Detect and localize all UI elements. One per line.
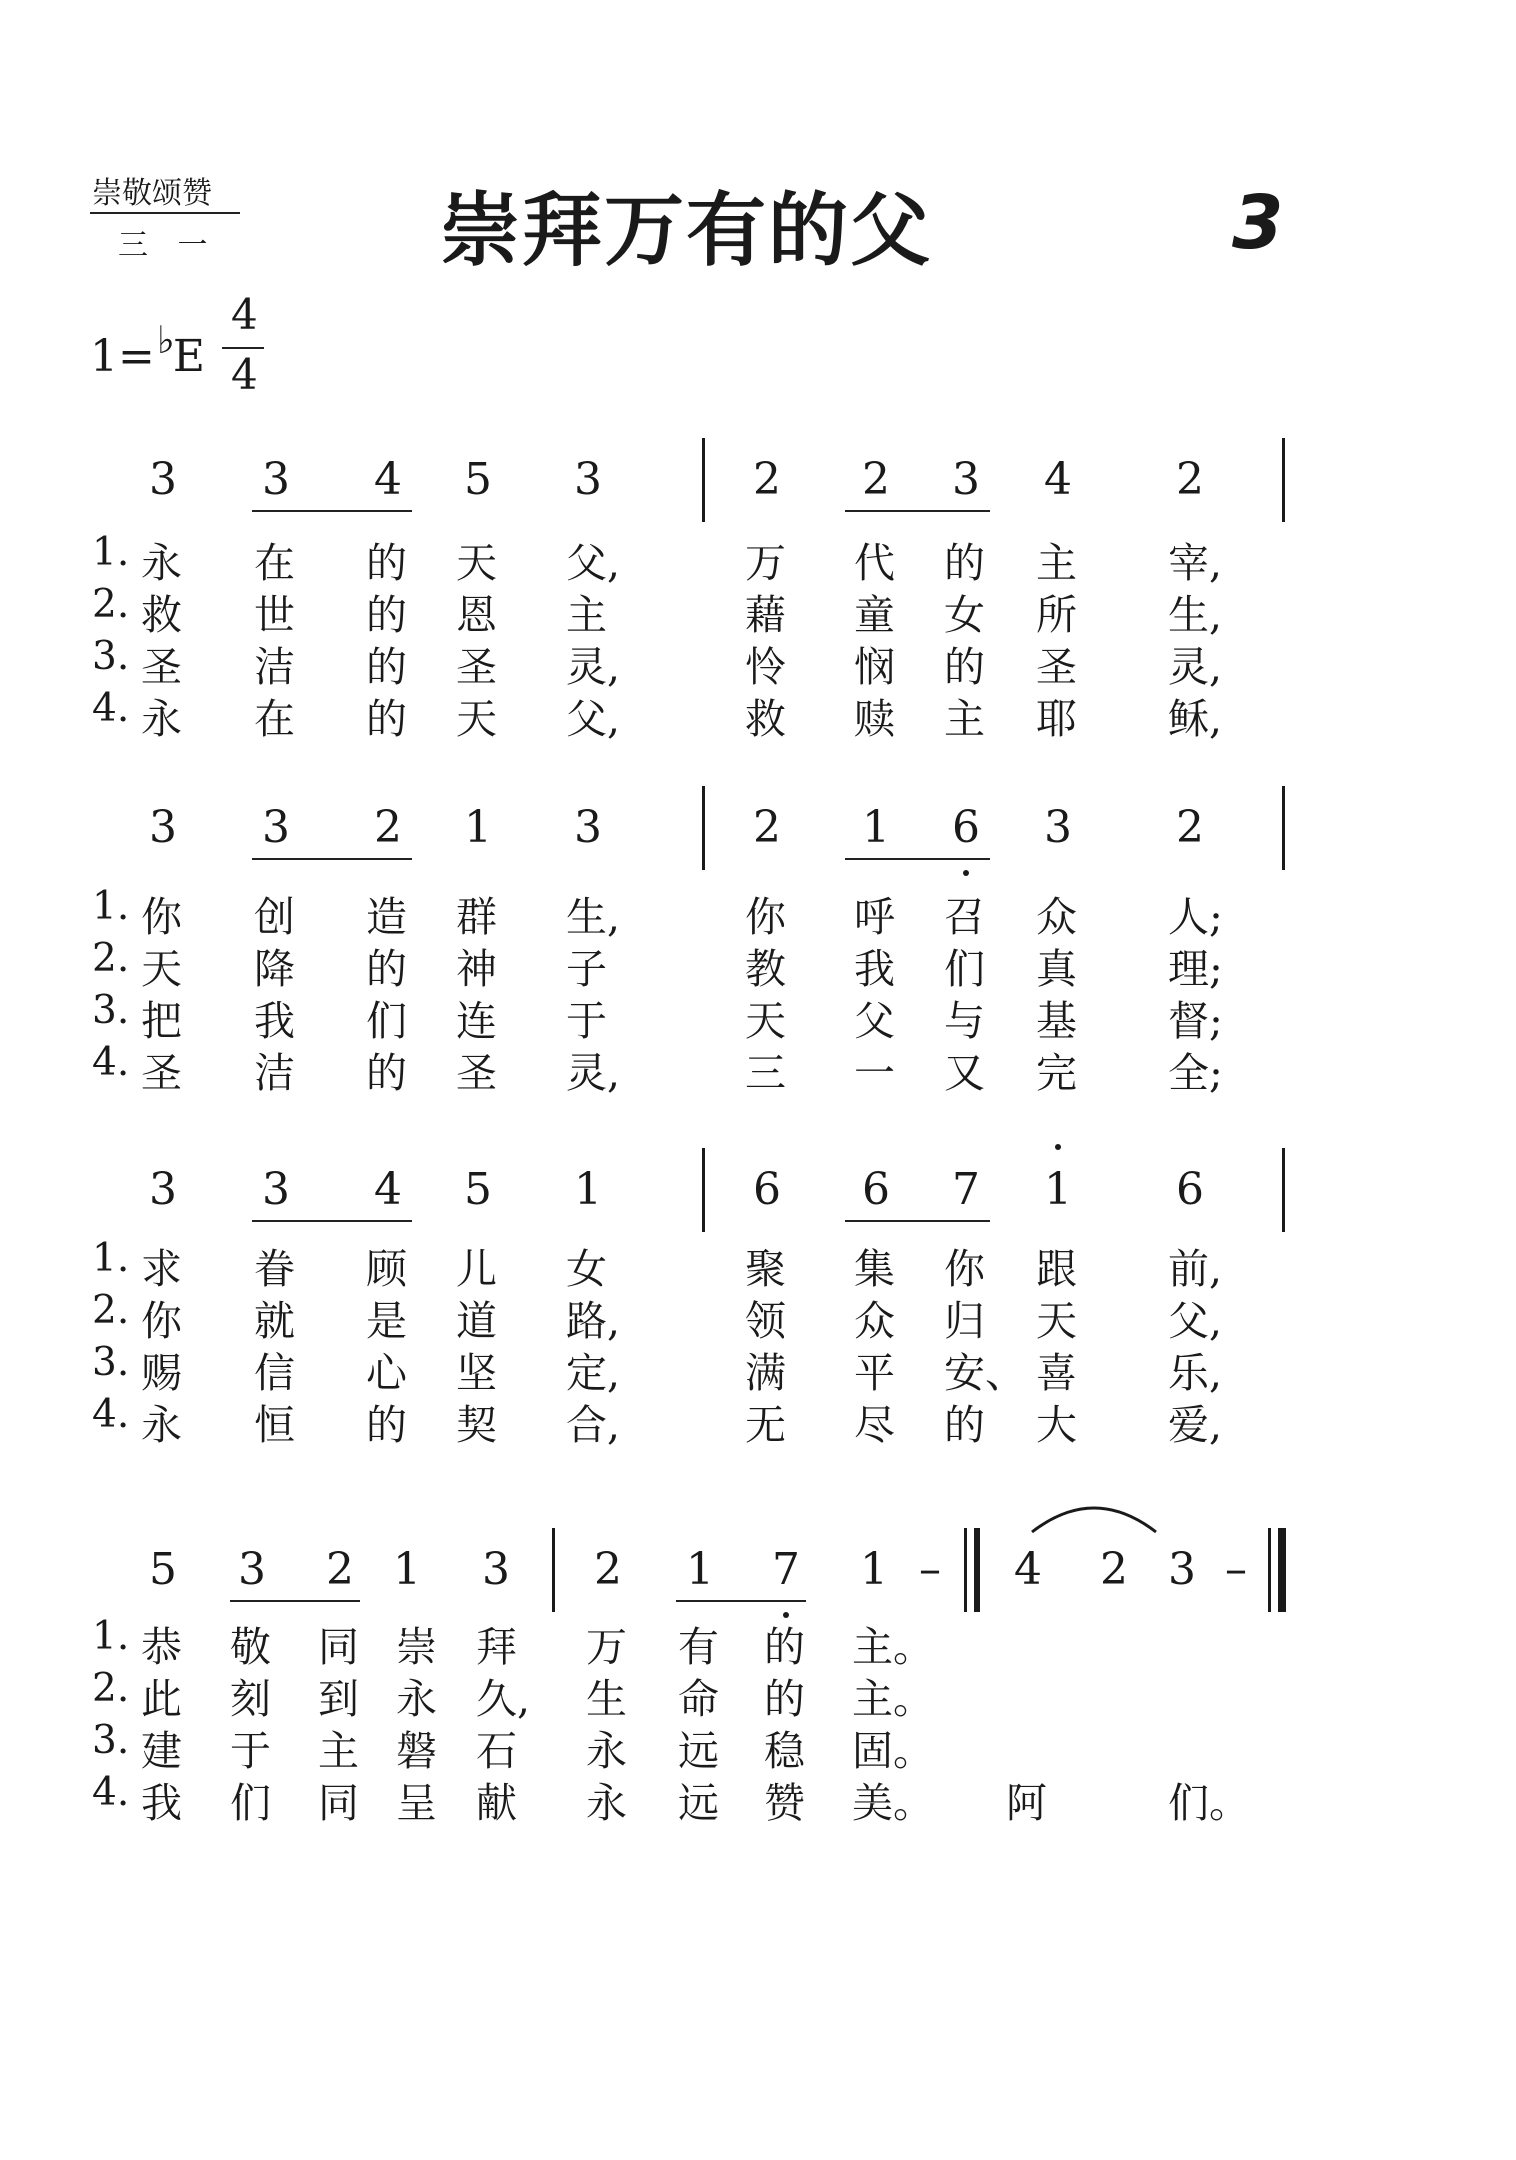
lyric-syllable: 眷 xyxy=(254,1245,295,1293)
note: 2 xyxy=(594,1544,622,1595)
lyric-syllable: 天 xyxy=(456,695,497,743)
note: 3 xyxy=(1168,1544,1196,1595)
note: 2 xyxy=(862,454,890,505)
time-signature-bottom: 4 xyxy=(231,350,258,399)
lyric-syllable: 天 xyxy=(456,539,497,587)
note: 1 xyxy=(860,1544,888,1595)
beam-underline xyxy=(845,510,990,512)
lyric-syllable: 洁 xyxy=(254,1049,295,1097)
beam-underline xyxy=(676,1600,806,1602)
final-barline-thick xyxy=(1278,1528,1286,1612)
category-divider xyxy=(90,212,240,214)
lyric-syllable: 的 xyxy=(366,1401,407,1449)
note: 2 xyxy=(326,1544,354,1595)
lyric-syllable: 永 xyxy=(141,539,182,587)
note: 3 xyxy=(952,454,980,505)
verse-number: 2. xyxy=(92,1288,130,1333)
lyric-syllable: 主。 xyxy=(852,1675,934,1723)
beam-underline xyxy=(252,1220,412,1222)
lyric-syllable: 满 xyxy=(745,1349,786,1397)
lyric-syllable: 尽 xyxy=(854,1401,895,1449)
note: 4 xyxy=(374,454,402,505)
note: 7 xyxy=(952,1164,980,1215)
lyric-syllable: 到 xyxy=(318,1675,359,1723)
lyric-syllable: 永 xyxy=(141,695,182,743)
lyric-syllable: 圣 xyxy=(456,1049,497,1097)
lyric-syllable: 造 xyxy=(366,893,407,941)
note: 2 xyxy=(753,802,781,853)
verse-number: 3. xyxy=(92,634,130,679)
lyric-syllable: 于 xyxy=(566,997,607,1045)
lyric-syllable: 跟 xyxy=(1036,1245,1077,1293)
lyric-syllable: 悯 xyxy=(854,643,895,691)
hymn-title: 崇拜万有的父 xyxy=(440,183,932,277)
barline xyxy=(964,1528,967,1612)
lyric-syllable: 众 xyxy=(1036,893,1077,941)
time-signature-top: 4 xyxy=(231,290,258,339)
lyric-syllable: 赐 xyxy=(141,1349,182,1397)
lyric-syllable: 坚 xyxy=(456,1349,497,1397)
lyric-syllable: 创 xyxy=(254,893,295,941)
lyric-syllable: 们 xyxy=(944,945,985,993)
lyric-syllable: 定, xyxy=(566,1349,621,1397)
lyric-syllable: 我 xyxy=(141,1779,182,1827)
hymn-number: 3 xyxy=(1232,180,1284,266)
flat-symbol: ♭ xyxy=(156,318,175,362)
note: 2 xyxy=(374,802,402,853)
lyric-syllable: 怜 xyxy=(745,643,786,691)
lyric-syllable: 我 xyxy=(254,997,295,1045)
lyric-syllable: 的 xyxy=(764,1675,805,1723)
lyric-syllable: 完 xyxy=(1036,1049,1077,1097)
lyric-syllable: 宰, xyxy=(1168,539,1223,587)
lyric-syllable: 恩 xyxy=(456,591,497,639)
key-prefix: 1= xyxy=(90,331,155,382)
note: 4 xyxy=(374,1164,402,1215)
lyric-syllable: 父, xyxy=(566,539,621,587)
lyric-syllable: 生, xyxy=(1168,591,1223,639)
lyric-syllable: 圣 xyxy=(141,1049,182,1097)
lyric-syllable: 的 xyxy=(944,539,985,587)
lyric-syllable: 的 xyxy=(366,643,407,691)
hold-dash: – xyxy=(1225,1544,1247,1595)
lyric-syllable: 在 xyxy=(254,539,295,587)
lyric-syllable: 顾 xyxy=(366,1245,407,1293)
verse-number: 4. xyxy=(92,1770,130,1815)
lyric-syllable: 教 xyxy=(745,945,786,993)
lyric-syllable: 路, xyxy=(566,1297,621,1345)
verse-number: 4. xyxy=(92,1392,130,1437)
lyric-syllable: 敬 xyxy=(230,1623,271,1671)
note: 3 xyxy=(262,1164,290,1215)
lyric-syllable: 我 xyxy=(854,945,895,993)
lyric-syllable: 的 xyxy=(366,539,407,587)
note: 4 xyxy=(1014,1544,1042,1595)
low-octave-dot xyxy=(963,870,969,876)
note: 6 xyxy=(952,802,980,853)
lyric-syllable: 大 xyxy=(1036,1401,1077,1449)
lyric-syllable: 儿 xyxy=(456,1245,497,1293)
lyric-syllable: 建 xyxy=(141,1727,182,1775)
lyric-syllable: 你 xyxy=(141,893,182,941)
lyric-syllable: 父 xyxy=(854,997,895,1045)
verse-number: 1. xyxy=(92,884,130,929)
lyric-syllable: 神 xyxy=(456,945,497,993)
note: 3 xyxy=(262,802,290,853)
lyric-syllable: 生 xyxy=(586,1675,627,1723)
lyric-syllable: 万 xyxy=(586,1623,627,1671)
lyric-syllable: 督; xyxy=(1168,997,1223,1045)
lyric-syllable: 前, xyxy=(1168,1245,1223,1293)
barline xyxy=(552,1528,555,1612)
lyric-syllable: 固。 xyxy=(852,1727,934,1775)
beam-underline xyxy=(252,858,412,860)
hold-dash: – xyxy=(919,1544,941,1595)
barline xyxy=(702,786,705,870)
lyric-syllable: 救 xyxy=(745,695,786,743)
note: 4 xyxy=(1044,454,1072,505)
note: 2 xyxy=(753,454,781,505)
lyric-syllable: 圣 xyxy=(456,643,497,691)
lyric-syllable: 乐, xyxy=(1168,1349,1223,1397)
verse-number: 2. xyxy=(92,582,130,627)
lyric-syllable: 的 xyxy=(366,945,407,993)
lyric-syllable: 平 xyxy=(854,1349,895,1397)
note: 2 xyxy=(1100,1544,1128,1595)
lyric-syllable: 与 xyxy=(944,997,985,1045)
slur-arc xyxy=(1024,1490,1164,1540)
note: 3 xyxy=(1044,802,1072,853)
lyric-syllable: 灵, xyxy=(566,1049,621,1097)
lyric-syllable: 磐 xyxy=(396,1727,437,1775)
note: 5 xyxy=(464,454,492,505)
beam-underline xyxy=(845,1220,990,1222)
lyric-syllable: 基 xyxy=(1036,997,1077,1045)
lyric-syllable: 又 xyxy=(944,1049,985,1097)
lyric-syllable: 领 xyxy=(745,1297,786,1345)
category-label: 崇敬颂赞 xyxy=(92,176,212,211)
lyric-syllable: 无 xyxy=(745,1401,786,1449)
lyric-syllable: 崇 xyxy=(396,1623,437,1671)
lyric-syllable: 召 xyxy=(944,893,985,941)
note: 1 xyxy=(393,1544,421,1595)
note: 2 xyxy=(1176,454,1204,505)
note: 3 xyxy=(574,802,602,853)
lyric-syllable: 稳 xyxy=(764,1727,805,1775)
lyric-syllable: 聚 xyxy=(745,1245,786,1293)
lyric-syllable: 连 xyxy=(456,997,497,1045)
lyric-syllable: 呼 xyxy=(854,893,895,941)
lyric-syllable: 父, xyxy=(1168,1297,1223,1345)
double-barline xyxy=(974,1528,980,1612)
lyric-syllable: 降 xyxy=(254,945,295,993)
verse-number: 3. xyxy=(92,1340,130,1385)
barline xyxy=(702,438,705,522)
verse-number: 1. xyxy=(92,1236,130,1281)
note: 3 xyxy=(149,1164,177,1215)
note: 3 xyxy=(482,1544,510,1595)
beam-underline xyxy=(252,510,412,512)
key-signature xyxy=(90,318,205,382)
lyric-syllable: 的 xyxy=(944,643,985,691)
lyric-syllable: 主 xyxy=(566,591,607,639)
lyric-syllable: 洁 xyxy=(254,643,295,691)
lyric-syllable: 就 xyxy=(254,1297,295,1345)
subcategory-label: 三 一 xyxy=(118,228,218,263)
lyric-syllable: 石 xyxy=(476,1727,517,1775)
lyric-syllable: 的 xyxy=(944,1401,985,1449)
note: 6 xyxy=(1176,1164,1204,1215)
lyric-syllable: 永 xyxy=(141,1401,182,1449)
lyric-syllable: 远 xyxy=(678,1727,719,1775)
note: 3 xyxy=(574,454,602,505)
lyric-syllable: 们 xyxy=(230,1779,271,1827)
lyric-syllable: 永 xyxy=(586,1779,627,1827)
note: 3 xyxy=(149,454,177,505)
time-signature-rule xyxy=(222,347,264,349)
lyric-syllable: 全; xyxy=(1168,1049,1223,1097)
key-letter: E xyxy=(172,331,205,382)
lyric-syllable: 永 xyxy=(396,1675,437,1723)
lyric-syllable: 女 xyxy=(566,1245,607,1293)
lyric-syllable: 道 xyxy=(456,1297,497,1345)
verse-number: 3. xyxy=(92,1718,130,1763)
lyric-syllable: 灵, xyxy=(1168,643,1223,691)
note: 1 xyxy=(1044,1164,1072,1215)
lyric-syllable: 主。 xyxy=(852,1623,934,1671)
lyric-syllable: 救 xyxy=(141,591,182,639)
lyric-syllable: 同 xyxy=(318,1623,359,1671)
lyric-syllable: 的 xyxy=(764,1623,805,1671)
lyric-syllable: 主 xyxy=(1036,539,1077,587)
slur-path xyxy=(1032,1508,1156,1532)
lyric-syllable: 你 xyxy=(745,893,786,941)
barline xyxy=(1282,1148,1285,1232)
lyric-syllable: 于 xyxy=(230,1727,271,1775)
lyric-syllable: 你 xyxy=(141,1297,182,1345)
lyric-syllable: 恒 xyxy=(254,1401,295,1449)
lyric-syllable: 把 xyxy=(141,997,182,1045)
lyric-syllable: 天 xyxy=(1036,1297,1077,1345)
beam-underline xyxy=(230,1600,360,1602)
lyric-syllable: 童 xyxy=(854,591,895,639)
lyric-syllable: 天 xyxy=(745,997,786,1045)
lyric-syllable: 赎 xyxy=(854,695,895,743)
lyric-syllable: 子 xyxy=(566,945,607,993)
lyric-syllable: 们。 xyxy=(1168,1779,1250,1827)
note: 3 xyxy=(262,454,290,505)
lyric-syllable: 生, xyxy=(566,893,621,941)
lyric-syllable: 所 xyxy=(1036,591,1077,639)
lyric-syllable: 恭 xyxy=(141,1623,182,1671)
note: 5 xyxy=(149,1544,177,1595)
note: 6 xyxy=(753,1164,781,1215)
note: 5 xyxy=(464,1164,492,1215)
lyric-syllable: 命 xyxy=(678,1675,719,1723)
lyric-syllable: 的 xyxy=(366,1049,407,1097)
lyric-syllable: 心 xyxy=(366,1349,407,1397)
lyric-syllable: 女 xyxy=(944,591,985,639)
verse-number: 3. xyxy=(92,988,130,1033)
lyric-syllable: 耶 xyxy=(1036,695,1077,743)
lyric-syllable: 万 xyxy=(745,539,786,587)
lyric-syllable: 安、 xyxy=(944,1349,1026,1397)
lyric-syllable: 呈 xyxy=(396,1779,437,1827)
lyric-syllable: 你 xyxy=(944,1245,985,1293)
note: 1 xyxy=(574,1164,602,1215)
lyric-syllable: 永 xyxy=(586,1727,627,1775)
lyric-syllable: 世 xyxy=(254,591,295,639)
lyric-syllable: 是 xyxy=(366,1297,407,1345)
lyric-syllable: 同 xyxy=(318,1779,359,1827)
lyric-syllable: 天 xyxy=(141,945,182,993)
verse-number: 2. xyxy=(92,1666,130,1711)
lyric-syllable: 圣 xyxy=(141,643,182,691)
lyric-syllable: 合, xyxy=(566,1401,621,1449)
lyric-syllable: 一 xyxy=(854,1049,895,1097)
lyric-syllable: 赞 xyxy=(764,1779,805,1827)
lyric-syllable: 的 xyxy=(366,591,407,639)
lyric-syllable: 主 xyxy=(318,1727,359,1775)
barline xyxy=(702,1148,705,1232)
lyric-syllable: 刻 xyxy=(230,1675,271,1723)
lyric-syllable: 代 xyxy=(854,539,895,587)
lyric-syllable: 真 xyxy=(1036,945,1077,993)
lyric-syllable: 主 xyxy=(944,695,985,743)
beam-underline xyxy=(845,858,990,860)
high-octave-dot xyxy=(1055,1144,1061,1150)
lyric-syllable: 在 xyxy=(254,695,295,743)
note: 1 xyxy=(686,1544,714,1595)
verse-number: 4. xyxy=(92,686,130,731)
note: 2 xyxy=(1176,802,1204,853)
verse-number: 4. xyxy=(92,1040,130,1085)
lyric-syllable: 归 xyxy=(944,1297,985,1345)
note: 1 xyxy=(464,802,492,853)
lyric-syllable: 久, xyxy=(476,1675,531,1723)
lyric-syllable: 的 xyxy=(366,695,407,743)
final-barline-thin xyxy=(1268,1528,1271,1612)
lyric-syllable: 求 xyxy=(141,1245,182,1293)
lyric-syllable: 理; xyxy=(1168,945,1223,993)
note: 3 xyxy=(149,802,177,853)
lyric-syllable: 稣, xyxy=(1168,695,1223,743)
lyric-syllable: 有 xyxy=(678,1623,719,1671)
lyric-syllable: 藉 xyxy=(745,591,786,639)
note: 1 xyxy=(862,802,890,853)
note: 6 xyxy=(862,1164,890,1215)
lyric-syllable: 此 xyxy=(141,1675,182,1723)
barline xyxy=(1282,438,1285,522)
lyric-syllable: 三 xyxy=(745,1049,786,1097)
lyric-syllable: 信 xyxy=(254,1349,295,1397)
lyric-syllable: 众 xyxy=(854,1297,895,1345)
lyric-syllable: 美。 xyxy=(852,1779,934,1827)
verse-number: 1. xyxy=(92,530,130,575)
lyric-syllable: 远 xyxy=(678,1779,719,1827)
barline xyxy=(1282,786,1285,870)
lyric-syllable: 契 xyxy=(456,1401,497,1449)
lyric-syllable: 拜 xyxy=(476,1623,517,1671)
lyric-syllable: 爱, xyxy=(1168,1401,1223,1449)
verse-number: 2. xyxy=(92,936,130,981)
lyric-syllable: 阿 xyxy=(1006,1779,1047,1827)
lyric-syllable: 集 xyxy=(854,1245,895,1293)
note: 3 xyxy=(238,1544,266,1595)
lyric-syllable: 圣 xyxy=(1036,643,1077,691)
lyric-syllable: 们 xyxy=(366,997,407,1045)
lyric-syllable: 献 xyxy=(476,1779,517,1827)
lyric-syllable: 人; xyxy=(1168,893,1223,941)
verse-number: 1. xyxy=(92,1614,130,1659)
lyric-syllable: 父, xyxy=(566,695,621,743)
lyric-syllable: 灵, xyxy=(566,643,621,691)
lyric-syllable: 喜 xyxy=(1036,1349,1077,1397)
lyric-syllable: 群 xyxy=(456,893,497,941)
note: 7 xyxy=(772,1544,800,1595)
